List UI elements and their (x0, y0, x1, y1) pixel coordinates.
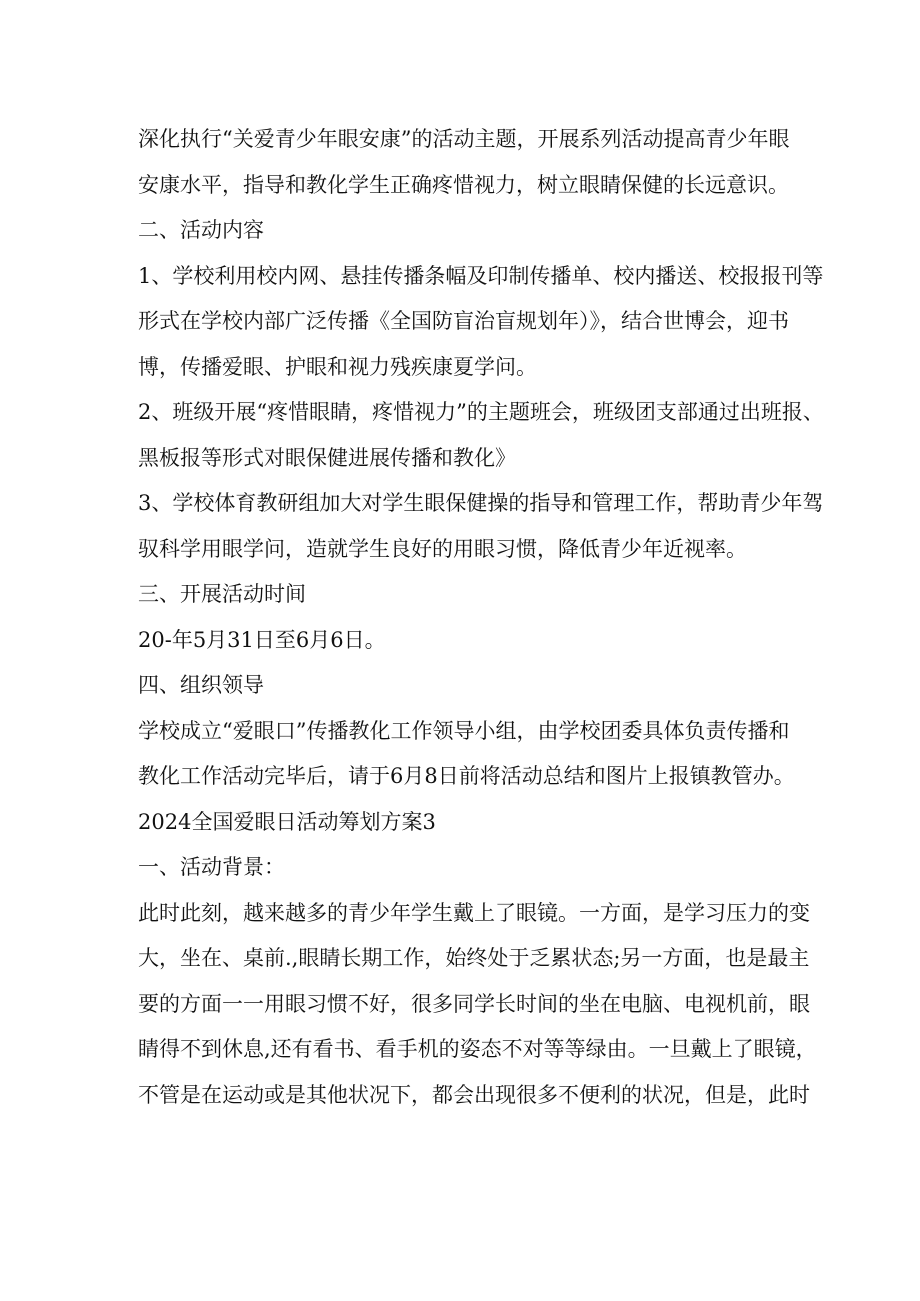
text-line: 大，坐在、桌前.,眼睛长期工作，始终处于乏累状态;另一方面，也是最主 (138, 946, 810, 970)
text-line: 3、学校体育教研组加大对学生眼保健操的指导和管理工作，帮助青少年驾 (138, 491, 824, 515)
text-line: 学校成立“爱眼口”传播教化工作领导小组，由学校团委具体负责传播和 (138, 718, 790, 743)
document-body (138, 117, 824, 1118)
text-line: 不管是在运动或是其他状况下，都会出现很多不便利的状况，但是，此时 (138, 1082, 810, 1107)
text-line: 形式在学校内部广泛传播《全国防盲治盲规划年）》，结合世博会，迎书 (138, 309, 789, 333)
section-heading: 四、组织领导 (138, 673, 264, 697)
text-line: 20-年5月31日至6月6日。 (138, 627, 386, 652)
text-line: 安康水平，指导和教化学生正确疼惜视力，树立眼睛保健的长远意识。 (138, 172, 789, 197)
section-heading: 二、活动内容 (138, 218, 264, 242)
text-line: 深化执行“关爱青少年眼安康”的活动主题，开展系列活动提高青少年眼 (138, 127, 790, 151)
text-line: 博，传播爱眼、护眼和视力残疾康夏学问。 (138, 354, 537, 379)
text-line: 睛得不到休息,还有看书、看手机的姿态不对等等绿由。一旦戴上了眼镜， (138, 1037, 817, 1061)
text-line: 1、学校利用校内网、悬挂传播条幅及印制传播单、校内播送、校报报刊等 (138, 263, 824, 288)
document-title: 2024全国爱眼日活动筹划方案3 (138, 809, 436, 834)
text-line: 黑板报等形式对眼保健进展传播和教化》 (138, 445, 516, 470)
text-line: 教化工作活动完毕后，请于6月8日前将活动总结和图片上报镇教管办。 (138, 764, 795, 788)
section-heading: 一、活动背景： (138, 855, 285, 879)
text-line: 此时此刻，越来越多的青少年学生戴上了眼镜。一方面，是学习压力的变 (138, 900, 810, 925)
section-heading: 三、开展活动时间 (138, 582, 306, 606)
text-line: 驭科学用眼学问，造就学生良好的用眼习惯，降低青少年近视率。 (138, 536, 747, 561)
text-line: 要的方面一一用眼习惯不好，很多同学长时间的坐在电脑、电视机前，眼 (138, 991, 810, 1016)
text-line: 2、班级开展“疼惜眼睛，疼惜视力”的主题班会，班级团支部通过出班报、 (138, 400, 824, 424)
